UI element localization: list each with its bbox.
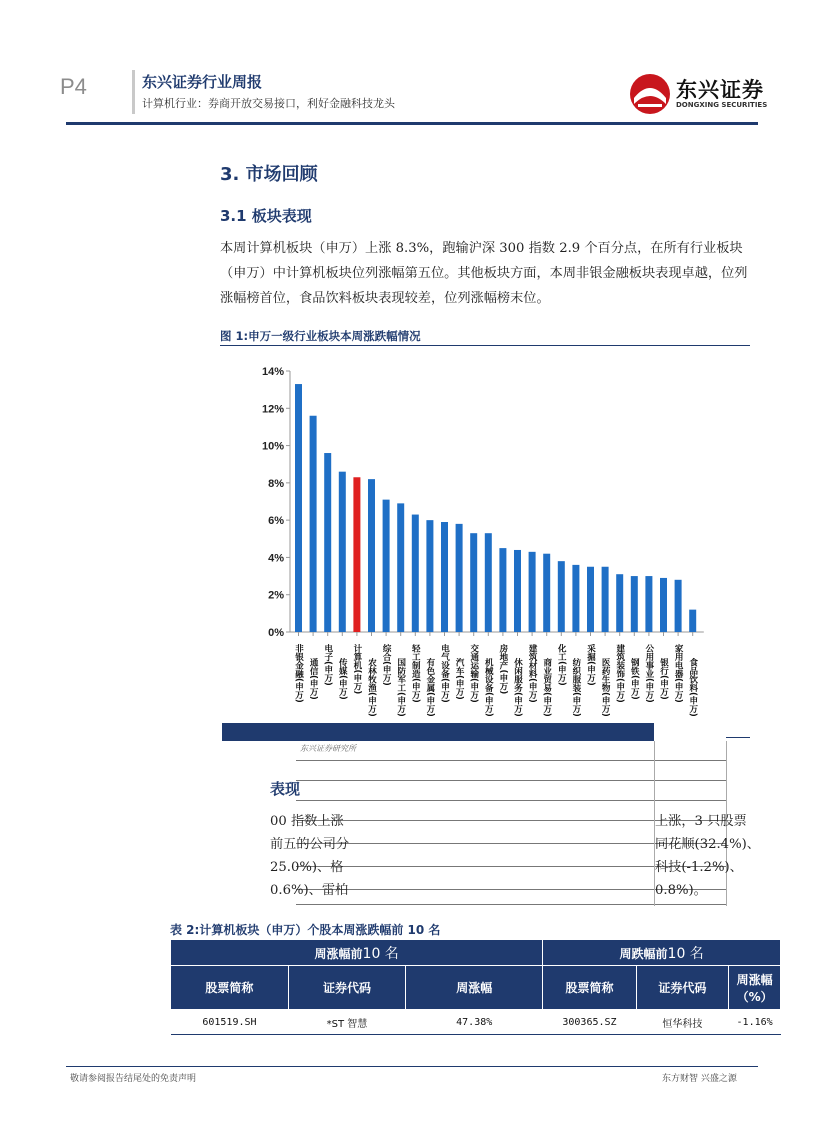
y-tick-label: 4%	[268, 552, 284, 565]
bar	[456, 524, 463, 632]
bar	[426, 520, 433, 632]
page-number: P4	[60, 74, 87, 99]
column-header: 周涨幅	[406, 966, 543, 1010]
x-tick-label: 房地产(申万)	[497, 644, 508, 695]
y-tick-label: 14%	[261, 366, 284, 378]
group-header-up: 周涨幅前10 名	[171, 940, 543, 966]
y-tick-label: 8%	[268, 477, 284, 490]
overlay-line	[296, 904, 726, 905]
x-tick-label: 电气设备(申万)	[439, 644, 450, 703]
x-tick-label: 采掘(申万)	[585, 644, 596, 686]
column-header: 证券代码	[636, 966, 729, 1010]
x-tick-label: 汽车(申万)	[454, 658, 465, 700]
x-tick-label: 传媒(申万)	[337, 658, 348, 700]
x-tick-label: 电子(申万)	[322, 644, 333, 686]
bar	[572, 565, 579, 632]
bar	[543, 554, 550, 632]
bar	[660, 578, 667, 632]
bar	[353, 477, 360, 632]
x-tick-label: 机械设备(申万)	[483, 658, 494, 717]
x-tick-label: 轻工制造(申万)	[410, 644, 421, 703]
bar	[383, 500, 390, 632]
source-note: 东兴证券研究所	[300, 744, 356, 753]
column-header: 证券代码	[288, 966, 405, 1010]
column-header: 股票简称	[171, 966, 289, 1010]
x-tick-label: 家用电器(申万)	[673, 644, 684, 703]
y-tick-label: 12%	[261, 403, 284, 416]
bar	[587, 567, 594, 632]
bar	[368, 479, 375, 632]
bar	[514, 550, 521, 632]
y-tick-label: 0%	[268, 627, 284, 639]
subsection-heading: 3.1 板块表现	[220, 207, 312, 225]
company-logo-icon	[630, 74, 670, 114]
x-tick-label: 银行(申万)	[658, 658, 669, 700]
overlay-text: 上涨，3 只股票	[655, 814, 747, 829]
table-cell: 300365.SZ	[543, 1010, 636, 1035]
overlay-text: 0.6%)、雷柏	[270, 883, 349, 898]
y-tick-label: 10%	[261, 440, 284, 453]
x-tick-label: 纺织服装(申万)	[570, 658, 581, 717]
table-cell: 47.38%	[406, 1010, 543, 1035]
bar	[295, 384, 302, 632]
bar	[412, 515, 419, 632]
bar	[485, 533, 492, 632]
bar	[470, 533, 477, 632]
table-cell: *ST 智慧	[288, 1010, 405, 1035]
bar	[689, 610, 696, 632]
logo-text: 东兴证券	[676, 78, 764, 102]
column-header: 周涨幅（%）	[729, 966, 781, 1010]
overlay-text: 00 指数上涨	[270, 814, 344, 829]
footer-rule	[66, 1066, 758, 1067]
overlay-text: 25.0%)、格	[270, 860, 344, 875]
overlay-rule	[726, 737, 750, 738]
x-tick-label: 农林牧渔(申万)	[366, 658, 377, 717]
report-subtitle: 计算机行业：券商开放交易接口，利好金融科技龙头	[142, 97, 395, 110]
figure-rule	[220, 345, 750, 346]
bar	[529, 552, 536, 632]
x-tick-label: 公用事业(申万)	[643, 644, 654, 703]
overlay-line	[296, 800, 726, 801]
summary-paragraph: 本周计算机板块（申万）上涨 8.3%，跑输沪深 300 指数 2.9 个百分点，在所有行业板块（申万）中计算机板块位列涨幅第五位。其他板块方面，本周非银金融板块表现卓越，位列涨幅榜首位，食品饮料板块表现较差，位列涨幅榜末位。	[220, 241, 748, 306]
overlay-line	[296, 780, 726, 781]
x-tick-label: 综合(申万)	[381, 644, 392, 686]
x-tick-label: 食品饮料(申万)	[687, 658, 698, 717]
x-tick-label: 国防军工(申万)	[395, 658, 406, 717]
stock-ranking-table	[170, 939, 781, 1035]
table-cell: -1.16%	[729, 1010, 781, 1035]
report-title: 东兴证券行业周报	[142, 73, 263, 91]
header-rule	[66, 122, 758, 125]
overlay-header-bar	[222, 723, 654, 741]
column-header: 股票简称	[543, 966, 636, 1010]
x-tick-label: 建筑装饰(申万)	[614, 644, 625, 703]
x-tick-label: 休闲服务(申万)	[512, 658, 523, 717]
bar	[558, 561, 565, 632]
bar	[645, 576, 652, 632]
overlay-text: 前五的公司分	[270, 837, 350, 852]
y-tick-label: 6%	[268, 515, 284, 528]
bar	[339, 472, 346, 632]
overlay-text: 科技(-1.2%)、	[655, 860, 743, 875]
bar	[441, 522, 448, 632]
logo-english: DONGXING SECURITIES	[676, 101, 768, 109]
table-cell: 恒华科技	[636, 1010, 729, 1035]
header-divider	[132, 70, 135, 114]
table-row	[171, 1010, 781, 1035]
bar	[602, 567, 609, 632]
overlay-heading: 表现	[270, 780, 301, 798]
footer-slogan: 东方财智 兴盛之源	[662, 1074, 737, 1084]
sector-bar-chart	[220, 360, 720, 720]
section-heading: 3. 市场回顾	[220, 164, 318, 185]
y-tick-label: 2%	[268, 589, 284, 602]
x-tick-label: 钢铁(申万)	[629, 658, 640, 700]
x-tick-label: 有色金属(申万)	[424, 658, 435, 717]
figure-caption: 图 1:申万一级行业板块本周涨跌幅情况	[220, 329, 421, 343]
x-tick-label: 商业贸易(申万)	[541, 658, 552, 717]
bar	[631, 576, 638, 632]
table-caption: 表 2:计算机板块（申万）个股本周涨跌幅前 10 名	[170, 923, 441, 937]
x-tick-label: 通信(申万)	[308, 658, 319, 700]
x-tick-label: 交通运输(申万)	[468, 644, 479, 703]
table-cell: 601519.SH	[171, 1010, 289, 1035]
x-tick-label: 化工(申万)	[556, 644, 567, 686]
bar	[324, 453, 331, 632]
overlay-text: 0.8%)。	[655, 883, 707, 898]
x-tick-label: 计算机(申万)	[351, 644, 362, 695]
bar	[397, 503, 404, 632]
x-tick-label: 医药生物(申万)	[600, 658, 611, 717]
disclaimer-note: 敬请参阅报告结尾处的免责声明	[70, 1074, 197, 1084]
bar	[310, 416, 317, 632]
bar	[616, 574, 623, 632]
x-tick-label: 非银金融(申万)	[293, 644, 304, 703]
bar	[499, 548, 506, 632]
group-header-down: 周跌幅前10 名	[543, 940, 781, 966]
overlay-line	[296, 760, 726, 761]
overlay-text: 同花顺(32.4%)、	[655, 837, 760, 852]
bar	[675, 580, 682, 632]
x-tick-label: 建筑材料(申万)	[527, 644, 538, 703]
